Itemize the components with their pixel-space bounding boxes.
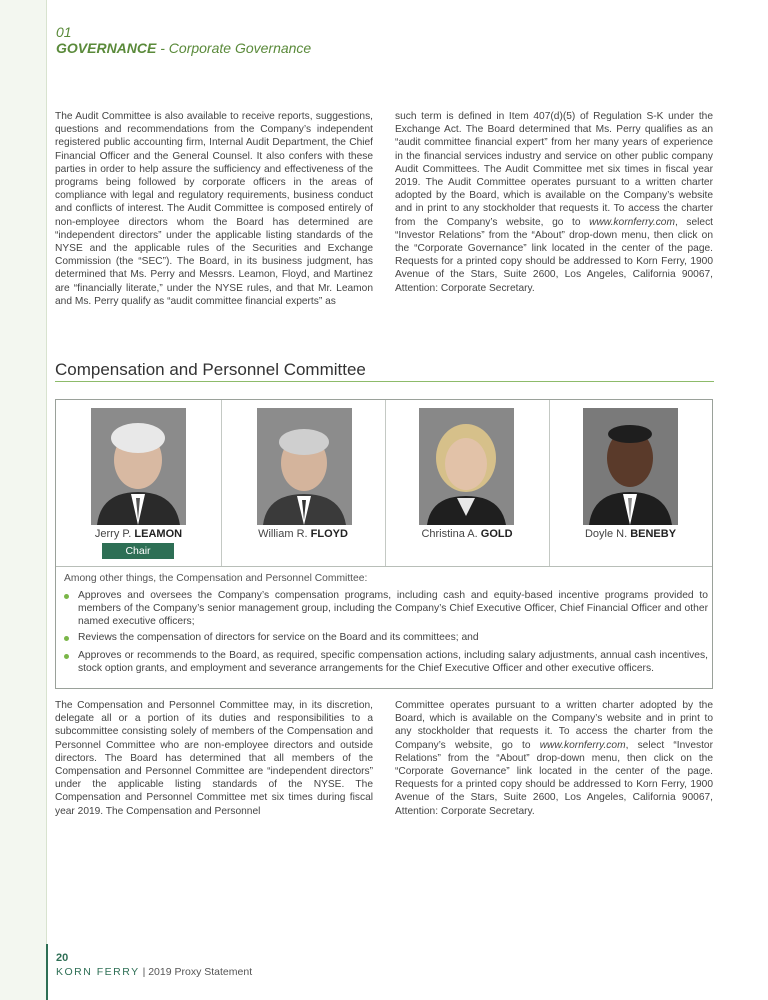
member-photo-leamon: [91, 408, 186, 525]
bullet-item: Approves or recommends to the Board, as required, specific compensation actions, including salary adjustments, annual cash incentives, stock option grants, and employment and severance arrangements for the Chief Executive Officer and other executive officers.: [64, 650, 708, 676]
section-title-bold: GOVERNANCE: [56, 40, 157, 56]
member-cell-leamon: [56, 400, 222, 566]
member-name-floyd: William R. FLOYD: [258, 528, 348, 540]
member-photo-beneby: [583, 408, 678, 525]
member-cell-gold: [385, 400, 550, 566]
committee-box: [55, 399, 713, 689]
bullet-item: Reviews the compensation of directors for service on the Board and its committees; and: [64, 632, 708, 645]
committee-intro: Among other things, the Compensation and Personnel Committee:: [64, 573, 368, 584]
comp-right-text-2: , select “Investor Relations” from the “About” drop-down menu, then click on the “Corporate Governance” link located in the center of the page. Requests for a printed copy should be addressed to Korn Ferry, 1900 Avenue of the Stars, Suite 2600, Los Angeles, California 90067, Attention: Corporate Secretary.: [395, 739, 713, 817]
box-divider: [56, 566, 712, 567]
member-name-leamon: Jerry P. LEAMON: [94, 528, 183, 540]
brand-logo-text: KORN FERRY: [56, 966, 140, 978]
doc-title: | 2019 Proxy Statement: [139, 966, 253, 978]
footer-brand: [56, 966, 252, 978]
comp-right-paragraph: [395, 699, 713, 818]
side-margin-line: [46, 0, 47, 1000]
section-number: 01: [56, 24, 72, 40]
footer-tick: [46, 944, 48, 1000]
bullet-dot: [64, 594, 69, 599]
comp-right-text-1: Committee operates pursuant to a written charter adopted by the Board, which is available on the Company’s website and in print to any stockholder that requests it. To access the charter from the Company’s website, go to: [395, 700, 713, 751]
comp-left-paragraph: The Compensation and Personnel Committee may, in its discretion, delegate all or a portion of its duties and responsibilities to a subcommittee consisting solely of members of the Compensation and Personnel Committee who are non-employee directors and outside directors. The Board has determined that all members of the Compensation and Personnel Committee are “independent directors” under the applicable listing standards of the NYSE. The Compensation and Personnel Committee met six times during fiscal year 2019. The Compensation and Personnel: [55, 700, 373, 817]
bullet-dot: [64, 654, 69, 659]
audit-right-text-2: , select “Investor Relations” from the “About” drop-down menu, then click on the “Corporate Governance” link located in the center of the page. Requests for a printed copy should be addressed to Korn Ferry, 1900 Avenue of the Stars, Suite 2600, Los Angeles, California 90067, Attention: Corporate Secretary.: [395, 216, 713, 294]
title-rule: [55, 381, 714, 382]
section-title-rest: - Corporate Governance: [156, 40, 312, 56]
audit-right-paragraph: [395, 110, 713, 295]
member-name-gold: Christina A. GOLD: [421, 528, 513, 540]
bullet-dot: [64, 636, 69, 641]
audit-right-text-1: such term is defined in Item 407(d)(5) of Regulation S-K under the Exchange Act. The Board determined that Ms. Perry qualifies as an “audit committee financial expert” from her many years of experience in the financial services industry and service on other public company Audit Committees. The Audit Committee met six times in fiscal year 2019. The Audit Committee operates pursuant to a written charter adopted by the Board, which is available on the Company’s website and in print to any stockholder that requests it. To access the charter from the Company’s website, go to: [395, 111, 713, 228]
audit-left-paragraph: The Audit Committee is also available to receive reports, suggestions, questions and recommendations from the Company’s independent registered public accounting firm, Internal Audit Department, the Chief Financial Officer and the General Counsel. It also confers with these parties in order to help assure the sufficiency and effectiveness of the programs being followed by corporate officers in the areas of compliance with legal and regulatory requirements, business conduct and conflicts of interest. The Audit Committee is composed entirely of non-employee directors whom the Board has determined are “independent directors” under the applicable listing standards of the NYSE and the applicable rules of the Securities and Exchange Commission (the “SEC”). The Board, in its business judgment, has determined that Ms. Perry and Messrs. Leamon, Floyd, and Martinez are “financially literate,” under the NYSE rules, and that Mr. Leamon and Ms. Perry qualify as “audit committee financial experts” as: [55, 111, 373, 307]
page-number: 20: [56, 952, 69, 964]
side-margin-band: [0, 0, 46, 1000]
member-cell-beneby: [549, 400, 712, 566]
bullet-item: Approves and oversees the Company’s compensation programs, including cash and equity-based incentive programs provided to members of the Company’s senior management group, including the Company’s Chief Executive Officer, Chief Financial Officer and other named executive officers;: [64, 590, 708, 628]
comp-website-link[interactable]: www.kornferry.com: [539, 739, 626, 751]
chair-badge: Chair: [102, 543, 174, 559]
committee-title: Compensation and Personnel Committee: [55, 360, 366, 379]
member-cell-floyd: [221, 400, 386, 566]
audit-website-link[interactable]: www.kornferry.com: [589, 216, 675, 228]
section-title: [56, 40, 311, 56]
member-photo-gold: [419, 408, 514, 525]
member-photo-floyd: [257, 408, 352, 525]
member-name-beneby: Doyle N. BENEBY: [584, 528, 677, 540]
